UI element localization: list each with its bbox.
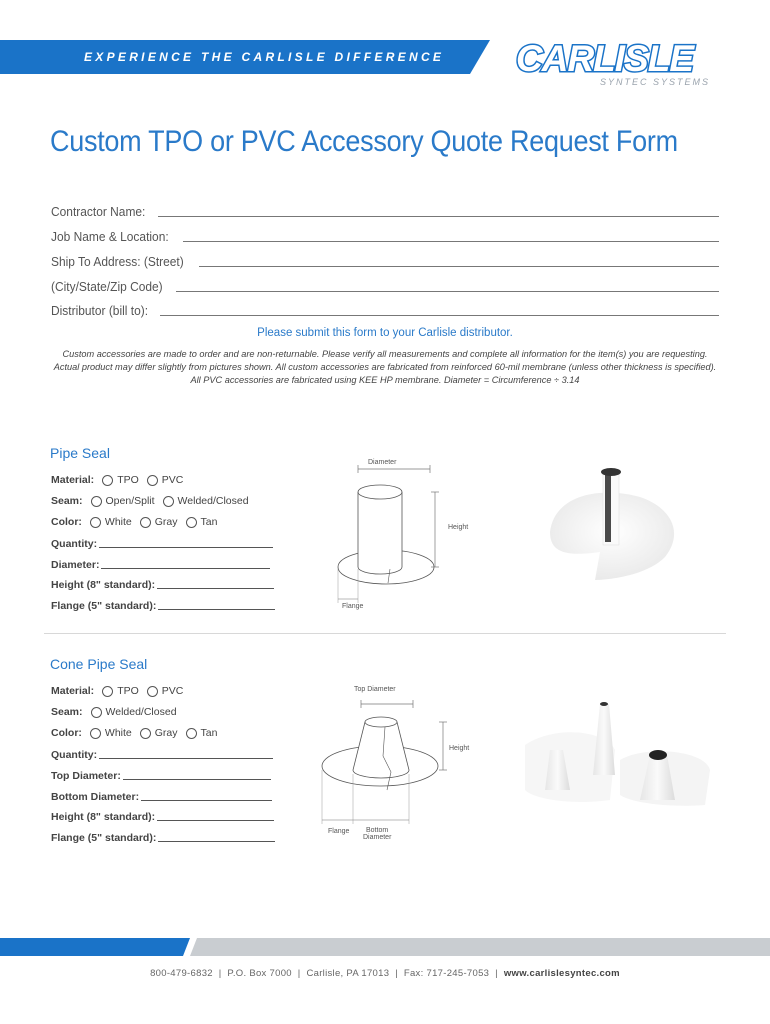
- cone-quantity-field[interactable]: [51, 747, 273, 761]
- radio-button[interactable]: [90, 728, 101, 739]
- field-line[interactable]: [99, 758, 273, 759]
- logo-wordmark: CARLISLE: [516, 38, 693, 79]
- diagram-label-height: Height: [449, 745, 470, 752]
- seam-label: Seam:: [51, 706, 83, 718]
- color-option-white[interactable]: [90, 727, 132, 739]
- field-label: Flange (5" standard):: [51, 832, 157, 844]
- ship-street-field[interactable]: [51, 251, 719, 269]
- diagram-label-bottom: Bottom: [366, 827, 389, 834]
- option-label: Open/Split: [105, 495, 155, 507]
- option-label: Tan: [200, 516, 218, 528]
- cone-color-row: [51, 726, 225, 740]
- radio-button[interactable]: [186, 517, 197, 528]
- field-line[interactable]: [99, 547, 273, 548]
- submit-note: Please submit this form to your Carlisle distributor.: [257, 327, 513, 339]
- footer-separator: |: [218, 968, 222, 979]
- color-label: Color:: [51, 727, 82, 739]
- option-label: Welded/Closed: [177, 495, 249, 507]
- contractor-name-field[interactable]: [51, 201, 719, 219]
- field-line[interactable]: [157, 820, 274, 821]
- pipe-seal-seam-row: [51, 494, 257, 508]
- color-option-gray[interactable]: [140, 727, 178, 739]
- field-line[interactable]: [123, 779, 271, 780]
- diagram-label-height: Height: [448, 524, 469, 531]
- contractor-name-label: Contractor Name:: [51, 204, 146, 219]
- option-label: Welded/Closed: [105, 706, 177, 718]
- option-label: PVC: [161, 474, 184, 486]
- material-option-pvc[interactable]: [147, 474, 184, 486]
- field-line[interactable]: [101, 568, 270, 569]
- ship-street-line[interactable]: [199, 266, 719, 267]
- ship-city-label: (City/State/Zip Code): [51, 279, 163, 294]
- ship-city-field[interactable]: [51, 276, 719, 294]
- footer-city: Carlisle, PA 17013: [306, 968, 390, 979]
- header-banner: [0, 40, 490, 74]
- option-label: Gray: [154, 516, 178, 528]
- seam-option-welded-closed[interactable]: [91, 706, 177, 718]
- field-line[interactable]: [141, 800, 272, 801]
- option-label: TPO: [117, 685, 139, 697]
- cone-material-row: [51, 684, 191, 698]
- seam-label: Seam:: [51, 495, 83, 507]
- option-label: TPO: [117, 474, 139, 486]
- field-label: Quantity:: [51, 538, 98, 550]
- color-label: Color:: [51, 516, 82, 528]
- diagram-label-diameter: Diameter: [363, 834, 392, 841]
- material-label: Material:: [51, 685, 95, 697]
- page-title: Custom TPO or PVC Accessory Quote Request Form: [50, 125, 678, 158]
- field-line[interactable]: [158, 609, 275, 610]
- radio-button[interactable]: [102, 475, 113, 486]
- pipe-seal-quantity-field[interactable]: [51, 536, 273, 550]
- color-option-white[interactable]: [90, 516, 132, 528]
- color-option-tan[interactable]: [186, 516, 218, 528]
- option-label: White: [104, 516, 132, 528]
- distributor-line[interactable]: [160, 315, 719, 316]
- option-label: White: [104, 727, 132, 739]
- contractor-name-line[interactable]: [158, 216, 719, 217]
- cone-pipe-seal-title: Cone Pipe Seal: [50, 656, 148, 672]
- logo-subtitle: SYNTEC SYSTEMS: [600, 77, 711, 87]
- pipe-seal-height-field[interactable]: [51, 577, 274, 591]
- ship-city-line[interactable]: [176, 291, 719, 292]
- job-name-field[interactable]: [51, 226, 719, 244]
- field-line[interactable]: [157, 588, 274, 589]
- pipe-seal-diameter-field[interactable]: [51, 557, 270, 571]
- field-label: Top Diameter:: [51, 770, 121, 782]
- material-label: Material:: [51, 474, 95, 486]
- field-line[interactable]: [158, 841, 275, 842]
- material-option-tpo[interactable]: [102, 474, 139, 486]
- radio-button[interactable]: [140, 728, 151, 739]
- color-option-gray[interactable]: [140, 516, 178, 528]
- pipe-seal-title: Pipe Seal: [50, 445, 110, 461]
- radio-button[interactable]: [91, 707, 102, 718]
- cone-pipe-seal-diagram: [315, 690, 465, 835]
- diagram-label-flange: Flange: [342, 603, 364, 610]
- diagram-label-top-diameter: Top Diameter: [354, 686, 396, 693]
- radio-button[interactable]: [147, 475, 158, 486]
- note-line-2: Actual product may differ slightly from pictures shown. All custom accessories are fabricated from reinforced 60-mil membrane (unless other thickness is specified).: [53, 362, 717, 372]
- material-option-pvc[interactable]: [147, 685, 184, 697]
- seam-option-open-split[interactable]: [91, 495, 155, 507]
- note-line-1: Custom accessories are made to order and are non-returnable. Please verify all measurements and complete all information for the item(s) you are requesting.: [62, 349, 708, 359]
- distributor-label: Distributor (bill to):: [51, 303, 149, 318]
- carlisle-logo: [510, 36, 736, 90]
- cone-seam-row: [51, 705, 185, 719]
- job-name-label: Job Name & Location:: [51, 229, 169, 244]
- seam-option-welded-closed[interactable]: [163, 495, 249, 507]
- ship-street-label: Ship To Address: (Street): [51, 254, 184, 269]
- footer-contact: [0, 968, 770, 979]
- footer-separator: |: [395, 968, 398, 979]
- note-line-3: All PVC accessories are fabricated using KEE HP membrane. Diameter = Circumference ÷ 3.14: [190, 375, 580, 385]
- color-option-tan[interactable]: [186, 727, 218, 739]
- radio-button[interactable]: [102, 686, 113, 697]
- banner-tagline: EXPERIENCE THE CARLISLE DIFFERENCE: [84, 50, 445, 64]
- job-name-line[interactable]: [183, 241, 719, 242]
- material-option-tpo[interactable]: [102, 685, 139, 697]
- option-label: PVC: [161, 685, 184, 697]
- diagram-label-flange: Flange: [328, 828, 350, 835]
- section-divider: [44, 633, 726, 634]
- pipe-seal-material-row: [51, 473, 191, 487]
- cone-top-diameter-field[interactable]: [51, 768, 271, 782]
- footer-fax: Fax: 717-245-7053: [403, 968, 490, 979]
- radio-button[interactable]: [163, 496, 174, 507]
- distributor-field[interactable]: [51, 300, 719, 318]
- option-label: Gray: [154, 727, 178, 739]
- footer-phone: 800-479-6832: [150, 968, 213, 979]
- field-label: Bottom Diameter:: [51, 791, 140, 803]
- footer-separator: |: [297, 968, 301, 979]
- pipe-seal-color-row: [51, 515, 225, 529]
- pipe-seal-flange-field[interactable]: [51, 598, 275, 612]
- footer-bar: [0, 938, 770, 956]
- cone-flange-field[interactable]: [51, 830, 275, 844]
- pipe-seal-product-image: [545, 462, 685, 587]
- radio-button[interactable]: [147, 686, 158, 697]
- footer-separator: |: [495, 968, 498, 979]
- option-label: Tan: [200, 727, 218, 739]
- field-label: Height (8" standard):: [51, 579, 156, 591]
- radio-button[interactable]: [140, 517, 151, 528]
- radio-button[interactable]: [186, 728, 197, 739]
- field-label: Height (8" standard):: [51, 811, 156, 823]
- diagram-label-diameter: Diameter: [368, 459, 397, 466]
- pipe-seal-diagram: [330, 455, 470, 615]
- field-label: Quantity:: [51, 749, 98, 761]
- cone-bottom-diameter-field[interactable]: [51, 789, 272, 803]
- cone-height-field[interactable]: [51, 809, 274, 823]
- field-label: Diameter:: [51, 559, 100, 571]
- footer-po-box: P.O. Box 7000: [227, 968, 292, 979]
- cone-pipe-seal-product-image: [515, 690, 715, 810]
- field-label: Flange (5" standard):: [51, 600, 157, 612]
- footer-website-link[interactable]: www.carlislesyntec.com: [503, 968, 620, 979]
- radio-button[interactable]: [91, 496, 102, 507]
- radio-button[interactable]: [90, 517, 101, 528]
